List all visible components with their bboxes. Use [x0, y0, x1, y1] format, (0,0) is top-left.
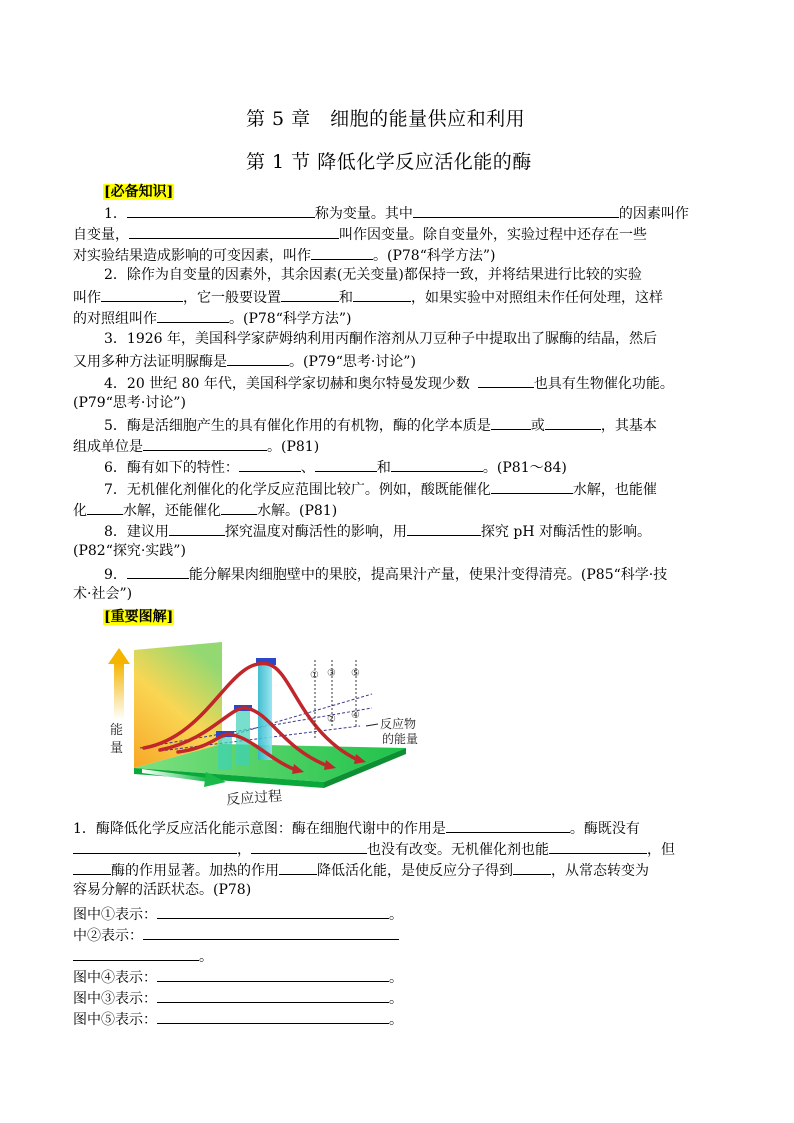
item-text: 叫作因变量。除自变量外，实验过程中还存在一些: [339, 227, 647, 243]
fill-2: [73, 924, 399, 947]
item-text: 6．酶有如下的特性：: [104, 460, 239, 476]
marker-2: ②: [327, 714, 336, 725]
fill-3: [73, 987, 403, 1010]
answer-blank[interactable]: [407, 520, 481, 536]
item-1: [104, 202, 689, 225]
item-text: 组成单位是: [73, 439, 143, 455]
answer-blank[interactable]: [87, 499, 123, 515]
item-2: [104, 265, 642, 286]
answer-blank[interactable]: [127, 563, 189, 579]
item-text: 。: [389, 991, 403, 1007]
item-text: 的因素叫作: [618, 206, 689, 222]
item-text: ，: [237, 842, 251, 858]
reactant-label-2: 的能量: [382, 732, 419, 746]
item-text: 5．酶是活细胞产生的具有催化作用的有机物，酶的化学本质是: [104, 418, 491, 434]
answer-blank[interactable]: [413, 202, 619, 218]
item-6: [104, 456, 567, 479]
answer-blank[interactable]: [127, 202, 315, 218]
item-text: 又用多种方法证明脲酶是: [73, 354, 227, 370]
marker-4: ④: [351, 710, 360, 721]
item-8-line-2: [73, 541, 186, 562]
item-text: 图中①表示：: [73, 907, 157, 923]
item-text: 。酶既没有: [569, 821, 640, 837]
x-axis-label: 反应过程: [225, 788, 283, 808]
section-title: 第 1 节 降低化学反应活化能的酶: [246, 151, 532, 173]
marker-1: ①: [310, 670, 319, 681]
item-text: 。: [389, 970, 403, 986]
item-4-line-2: [73, 393, 186, 414]
item-text: 。(P78“科学方法”): [229, 311, 352, 327]
item-text: 图中④表示：: [73, 970, 157, 986]
item-text: 3．1926 年，美国科学家萨姆纳利用丙酮作溶剂从刀豆种子中提取出了脲酶的结晶，然后: [104, 331, 657, 347]
item-text: 。: [389, 907, 403, 923]
item-text: 自变量，: [73, 227, 129, 243]
item-5: [104, 414, 657, 437]
answer-blank[interactable]: [279, 859, 317, 875]
energy-axis-arrow: [108, 648, 130, 720]
item-text: 水解，还能催化: [123, 503, 221, 519]
knowledge-header-label: [必备知识]: [104, 184, 174, 200]
item-text: 的对照组叫作: [73, 311, 157, 327]
answer-blank[interactable]: [169, 520, 225, 536]
question-1-line-2: [73, 838, 675, 861]
answer-blank[interactable]: [545, 414, 601, 430]
item-9: [104, 563, 667, 586]
item-text: 能分解果肉细胞壁中的果胶，提高果汁产量，使果汁变得清亮。(P85“科学·技: [188, 567, 668, 583]
item-2-line-2: [73, 286, 663, 309]
answer-blank[interactable]: [478, 372, 534, 388]
item-text: ，但: [647, 842, 675, 858]
item-text: 图中③表示：: [73, 991, 157, 1007]
item-text: 9．: [104, 567, 127, 583]
fill-5: [73, 1008, 403, 1031]
item-text: 4．20 世纪 80 年代，美国科学家切赫和奥尔特曼发现少数: [104, 376, 470, 392]
reactant-label-1: 反应物: [380, 717, 417, 731]
answer-blank[interactable]: [549, 838, 647, 854]
answer-blank[interactable]: [143, 924, 399, 940]
diagram-section-header: [103, 606, 174, 626]
diagram-header-label: [重要图解]: [104, 609, 174, 625]
item-text: 或: [530, 418, 545, 434]
y-axis-label-2: 量: [110, 741, 124, 756]
item-text: 和: [339, 290, 353, 306]
answer-blank[interactable]: [251, 838, 367, 854]
item-8: [104, 520, 651, 543]
fill-1: [73, 903, 403, 926]
item-text: 对实验结果造成影响的可变因素，叫作: [73, 248, 311, 264]
answer-blank[interactable]: [129, 223, 339, 239]
item-text: 也没有改变。无机催化剂也能: [367, 842, 549, 858]
item-5-line-2: [73, 435, 319, 458]
item-7: [104, 478, 657, 501]
answer-blank[interactable]: [491, 414, 531, 430]
item-text: 称为变量。其中: [314, 206, 413, 222]
knowledge-section-header: [103, 181, 174, 201]
item-text: 探究温度对酶活性的影响，用: [224, 524, 407, 540]
item-text: 酶的作用显著。加热的作用: [111, 863, 279, 879]
item-text: 2．除作为自变量的因素外，其余因素(无关变量)都保持一致，并将结果进行比较的实验: [104, 267, 642, 283]
answer-blank[interactable]: [157, 1008, 389, 1024]
chapter-title: 第 5 章 细胞的能量供应和利用: [246, 108, 526, 130]
answer-blank[interactable]: [73, 838, 237, 854]
marker-5: ⑤: [351, 668, 360, 679]
answer-blank[interactable]: [157, 987, 389, 1003]
answer-blank[interactable]: [101, 286, 183, 302]
item-3-line-2: [73, 350, 416, 373]
item-text: 化: [73, 503, 87, 519]
item-1-line-3: [73, 244, 495, 267]
y-axis-label-1: 能: [110, 723, 124, 738]
item-text: 降低活化能，是使反应分子得到: [317, 863, 513, 879]
item-text: ，如果实验中对照组未作任何处理，这样: [411, 290, 663, 306]
item-text: ，它一般要设置: [183, 290, 281, 306]
item-text: 7．无机催化剂催化的化学反应范围比较广。例如，酸既能催化: [104, 482, 491, 498]
item-text: 术·社会”): [73, 586, 133, 602]
question-1-line-3: [73, 859, 649, 882]
item-text: 。(P78“科学方法”): [373, 248, 496, 264]
item-1-line-2: [73, 223, 647, 246]
item-text: 也具有生物催化功能。: [533, 376, 674, 392]
item-3: [104, 329, 657, 350]
item-text: 中②表示：: [73, 928, 143, 944]
item-text: 。: [389, 1012, 403, 1028]
item-2-line-3: [73, 307, 351, 330]
item-text: 8．建议用: [104, 524, 169, 540]
answer-blank[interactable]: [311, 244, 373, 260]
answer-blank[interactable]: [73, 945, 199, 961]
fill-2-line-2: [73, 945, 213, 968]
item-text: 。(P81～84): [482, 460, 567, 476]
answer-blank[interactable]: [491, 478, 573, 494]
answer-blank[interactable]: [315, 456, 377, 472]
item-text: (P79“思考·讨论”): [73, 395, 186, 411]
item-text: ，其基本: [600, 418, 657, 434]
marker-3: ③: [327, 668, 336, 679]
answer-blank[interactable]: [157, 903, 389, 919]
answer-blank[interactable]: [227, 350, 289, 366]
item-text: 水解。(P81): [257, 503, 338, 519]
answer-blank[interactable]: [221, 499, 257, 515]
item-text: ，从常态转变为: [551, 863, 649, 879]
question-1-line-4: [73, 880, 251, 901]
answer-blank[interactable]: [353, 286, 411, 302]
answer-blank[interactable]: [73, 859, 111, 875]
item-text: 1．酶降低化学反应活化能示意图：酶在细胞代谢中的作用是: [73, 821, 446, 837]
item-text: 。: [199, 949, 213, 965]
item-text: 和: [376, 460, 391, 476]
answer-blank[interactable]: [143, 435, 267, 451]
item-text: 1．: [104, 206, 127, 222]
answer-blank[interactable]: [281, 286, 339, 302]
answer-blank[interactable]: [391, 456, 483, 472]
fill-4: [73, 966, 403, 989]
answer-blank[interactable]: [239, 456, 301, 472]
answer-blank[interactable]: [157, 966, 389, 982]
item-text: 叫作: [73, 290, 101, 306]
item-7-line-2: [73, 499, 337, 522]
item-text: 。(P81): [267, 439, 320, 455]
item-4: [104, 372, 674, 395]
item-text: 。(P79“思考·讨论”): [289, 354, 416, 370]
answer-blank[interactable]: [446, 817, 570, 833]
item-text: 容易分解的活跃状态。(P78): [73, 882, 252, 898]
item-text: 图中⑤表示：: [73, 1012, 157, 1028]
answer-blank[interactable]: [157, 307, 229, 323]
item-text: (P82“探究·实践”): [73, 543, 186, 559]
item-9-line-2: [73, 584, 132, 605]
item-text: 水解，也能催: [572, 482, 657, 498]
item-text: 探究 pH 对酶活性的影响。: [480, 524, 651, 540]
question-1: [73, 817, 640, 840]
activation-energy-diagram: [100, 636, 450, 808]
answer-blank[interactable]: [513, 859, 551, 875]
item-text: 、: [300, 460, 315, 476]
